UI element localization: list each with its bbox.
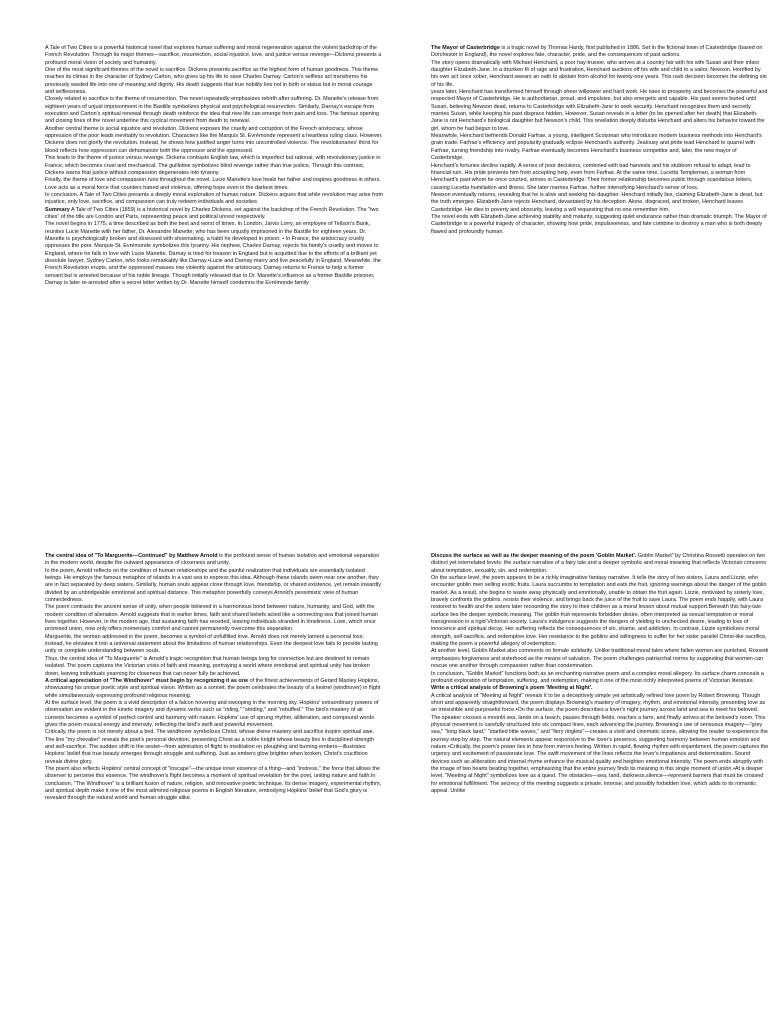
paragraph-text: Goblin Market" by Christina Rossetti operates on two distinct yet interrelated levels: the surface narrative of a fairy tale and a deeper symbolic and moral meaning that reflects Victorian concerns about temptation, sexuality, sin, and redemption.	[431, 553, 767, 574]
paragraph	[45, 678, 383, 700]
column-mayor-of-casterbridge	[431, 45, 768, 443]
paragraph: In conclusion, "Goblin Market" functions both as an enchanting narrative poem and a complex moral allegory. Its surface charm conceals a profound exploration of temptation, suffering, and redemption, making it one of the most richly interpreted poems of Victorian literature.	[431, 670, 764, 684]
paragraph: Critically, the poem is not merely about a bird. The windhover symbolizes Christ, whose divine mastery and sacrifice inspire spiritual awe. The line "my chevalier" reveals the poet's personal devotion, presenting Christ as a noble knight whose beauty lies in disciplined strength and self-sacrifice. The sudden shift in the sestet—from admiration of flight to meditation on ploughing and burning embers—illustrates Hopkins' belief that true beauty emerges through struggle and suffering. Just as embers glow brighter when broken, Christ's crucifixion reveals divine glory.	[45, 729, 375, 765]
summary-heading: Summary	[45, 206, 70, 213]
paragraph	[45, 207, 383, 222]
paragraph: The poem contrasts the ancient sense of unity, when people believed in a harmonious bond between nature, humanity, and God, with the modern condition of alienation. Arnold suggests that in earlier times, faith and shared beliefs acted like a connecting sea that joined human lives together. However, in the modern age, that sustaining faith has receded, leaving individuals stranded in loneliness. Love, which once promised union, now only offers momentary comfort and cannot permanently overcome this separation.	[45, 604, 378, 633]
paragraph-text: of the finest achievements of Gerard Manley Hopkins, showcasing his unique poetic style and spiritual vision. Written as a sonnet, the poem celebrates the beauty of a kestrel (windhover) in flight while simultaneously expressing profound religious meaning.	[45, 677, 381, 699]
section-heading: Discuss the surface as well as the deeper meaning of the poem 'Goblin Market'.	[431, 553, 637, 559]
paragraph: At the surface level, the poem is a vivid description of a falcon hovering and swooping in the morning sky. Hopkins' extraordinary powers of observation are evident in the kinetic imagery and dynamic verbs such as "riding," "striding," and "rebuffed." The bird's mastery of air currents becomes a symbol of perfect control and harmony with nature. Hopkins' use of sprung rhythm, alliteration, and compound words gives the poem musical energy and intensity, reflecting the bird's swift and powerful movement.	[45, 699, 379, 728]
paragraph: years later, Henchard has transformed himself through sheer willpower and hard work. He rises to prosperity and becomes the powerful and respected Mayor of Casterbridge. He is authoritarian, proud, and impulsive, but also energetic and capable. His past seems buried until Susan, believing Newson dead, returns to Casterbridge with Elizabeth-Jane to seek security. Henchard recognizes them and secretly marries Susan, while keeping his past disgrace hidden. However, Susan reveals in a letter (to be opened after her death) that Elizabeth-Jane is not Henchard's biological daughter but Newson's child. This revelation deeply disturbs Henchard and alters his behavior toward the girl, whom he had begun to love.	[431, 89, 768, 132]
paragraph: Meanwhile, Henchard befriends Donald Farfrae, a young, intelligent Scotsman who introduces modern business methods into Henchard's grain trade. Farfrae's efficiency and popularity gradually eclipse Henchard's authority. Jealousy and pride lead Henchard to quarrel with Farfrae, turning friendship into rivalry. Farfrae eventually becomes Henchard's business competitor and, later, the new mayor of Casterbridge.	[431, 133, 762, 162]
paragraph: The novel ends with Elizabeth-Jane achieving stability and maturity, suggesting quiet endurance rather than dramatic triumph. The Mayor of Casterbridge is a powerful tragedy of character, showing how pride, impulsiveness, and fate combine to destroy a man who is both deeply flawed and profoundly human.	[431, 213, 767, 235]
column-rossetti-browning	[431, 553, 768, 981]
column-arnold-hopkins	[45, 553, 383, 981]
paragraph: This leads to the theme of justice versus revenge. Dickens contrasts English law, which is imperfect but rational, with revolutionary justice in France, which becomes cruel and mechanical. The guillotine symbolizes blind revenge rather than true justice. Through this contrast, Dickens warns that justice without compassion degenerates into tyranny.	[45, 155, 381, 176]
paragraph: The poem also reflects Hopkins' central concept of "inscape"—the unique inner essence of a thing—and "instress," the force that allows the observer to perceive this essence. The windhover's flight becomes a moment of spiritual revelation for the poet, uniting nature and faith.In conclusion, "The Windhover" is a brilliant fusion of nature, religion, and innovative poetic technique. Its dense imagery, experimental rhythm, and spiritual depth make it one of the most admired religious poems in English literature, embodying Hopkins' belief that God's glory is revealed through the natural world and human struggle alike.	[45, 765, 382, 802]
section-heading: The central idea of "To Marguerite—Continued" by Matthew Arnold	[45, 553, 218, 559]
paragraph	[431, 685, 768, 692]
paragraph: A critical analysis of "Meeting at Night" reveals it to be a deceptively simple yet artistically refined love poem by Robert Browning. Though short and apparently straightforward, the poem displays Browning's mastery of imagery, rhythm, and emotional intensity, presenting love as an irresistible and purposeful force.•On the surface, the poem describes a lover's night journey across land and sea to meet his beloved. The speaker crosses a moonlit sea, lands on a beach, passes through fields, reaches a farm, and finally arrives at the beloved's room. This physical movement is carefully structured into six compact lines, each advancing the journey. Browning's use of sensuous imagery—"grey sea," "long black land," "startled little waves," and "fiery ringlets"—creates a vivid and cinematic scene, allowing the reader to experience the journey step by step. The natural elements appear responsive to the lover's presence, suggesting harmony between human emotion and nature.•Critically, the poem's power lies in how form mirrors feeling. Written in rapid, flowing rhythm with enjambment, the poem captures the urgency and excitement of passionate love. The swift movement of the lines reflects the lover's impatience and determination. Sound devices such as alliteration and internal rhyme enhance the musical quality and heighten emotional intensity. The poem ends abruptly with the image of two hearts beating together, emphasizing that the entire journey finds its meaning in this single moment of union.•At a deeper level, "Meeting at Night" symbolizes love as a quest. The obstacles—sea, land, darkness,silence—represent barriers that must be crossed for emotional fulfillment. The secrecy of the meeting suggests a private, intense, and possibly forbidden love, which adds to its romantic appeal. Unlike	[431, 692, 768, 794]
paragraph: Finally, the theme of love and compassion runs throughout the novel. Lucie Manette's love heals her father and inspires goodness in others. Love acts as a moral force that counters hatred and violence, offering hope even in the darkest times.	[45, 177, 381, 191]
paragraph: Another central theme is social injustice and revolution. Dickens exposes the cruelty and corruption of the French aristocracy, whose oppression of the poor leads inevitably to revolution. Characters like the Marquis St. Evrémonde represent a heartless ruling class. However, Dickens does not glorify the revolution. Instead, he shows how justified anger turns into uncontrolled violence. The revolutionaries' thirst for blood reflects how oppression can dehumanize both the oppressor and the oppressed.	[45, 125, 383, 154]
paragraph: Marguerite, the woman addressed in the poem, becomes a symbol of unfulfilled love. Arnold does not merely lament a personal loss; instead, he elevates it into a universal statement about the limitations of human relationships. Even the deepest love fails to provide lasting unity or complete understanding between souls.	[45, 633, 378, 655]
paragraph-text: is a tragic novel by Thomas Hardy, first published in 1886. Set in the fictional town of Casterbridge (based on Dorchester in England), the novel explores fate, character, pride, and the consequences of past actions.	[431, 45, 763, 59]
paragraph	[45, 553, 383, 568]
section-heading: A critical appreciation of "The Windhover" must begin by recognizing it as one	[45, 677, 249, 684]
paragraph: Henchard's fortunes decline rapidly. A series of poor decisions, combined with bad harvests and his stubborn refusal to adapt, lead to financial ruin. His pride prevents him from accepting help, even from Farfrae. At the same time, Lucetta Templeman, a woman from Henchard's past whom he once courted, arrives in Casterbridge. Their former relationship becomes public through scandalous letters, causing Lucetta humiliation and illness. She later marries Farfrae, further intensifying Henchard's sense of loss.	[431, 162, 753, 191]
paragraph-text: is the profound sense of human isolation and emotional separation in the modern world, despite the outward appearance of closeness and unity.	[45, 553, 380, 567]
paragraph: Closely related to sacrifice is the theme of resurrection. The novel repeatedly emphasizes rebirth after suffering. Dr. Manette's release from eighteen years of unjust imprisonment in the Bastille symbolizes physical and psychological resurrection. Similarly, Darnay's escape from execution and Carton's spiritual renewal through death reinforce the idea that new life can emerge from pain and loss. The famous opening and closing lines of the novel underline this cyclical movement from death to renewal.	[45, 96, 380, 125]
section-heading: Write a critical analysis of Browning's poem 'Meeting at Night'.	[431, 685, 593, 692]
section-heading: The Mayor of Casterbridge	[431, 45, 500, 51]
paragraph	[431, 553, 768, 575]
paragraph: A Tale of Two Cities is a powerful historical novel that explores human suffering and moral regeneration against the violent backdrop of the French Revolution. Through its major themes—sacrifice, resurrection, social injustice, love, and justice versus revenge—Dickens presents a profound moral vision of society and humanity.	[45, 45, 382, 66]
paragraph: The novel begins in 1775, a time described as both the best and worst of times. In London, Jarvis Lorry, an employee of Tellson's Bank, reunites Lucie Manette with her father, Dr. Alexandre Manette, who has been unjustly imprisoned in the Bastille for eighteen years. Dr. Manette is psychologically broken and obsessed with shoemaking, a habit he developed in prison. • In France, the aristocracy cruelly oppresses the poor. Marquis St. Evrémonde symbolizes this tyranny. His nephew, Charles Darnay, rejects his family's cruelty and moves to England, where he falls in love with Lucie Manette. Darnay is tried for treason in England but is acquitted due to the efforts of a brilliant yet dissolute lawyer, Sydney Carton, who looks remarkably like Darnay.•Lucie and Darnay marry and live peacefully in England. Meanwhile, the French Revolution erupts, and the oppressed masses rise violently against the aristocracy. Darnay returns to France to help a former servant but is arrested because of his noble lineage. Though initially released due to Dr. Manette's influence as a former Bastille prisoner, Darnay is later re-arrested after a secret letter written by Dr. Manette himself condemns the Evrémonde family	[45, 221, 381, 286]
paragraph-text: A Tale of Two Cities (1859) is a historical novel by Charles Dickens, set against the backdrop of the French Revolution. The "two cities" of the title are London and Paris, representing peace and political unrest respectively.	[45, 206, 379, 220]
paragraph: On the surface level, the poem appears to be a richly imaginative fantasy narrative. It tells the story of two sisters, Laura and Lizzie, who encounter goblin men selling exotic fruits. Laura succumbs to temptation and eats the fruit, ignoring warnings about the danger of the goblin market. As a result, she begins to waste away physically and emotionally, unable to obtain the fruit again. Lizzie, motivated by sisterly love, bravely confronts the goblins, resists their violence, and brings back the juice of the fruit to save Laura. The poem ends happily, with Laura restored to health and the sisters later recounting the story to their children as a moral lesson about mutual support.Beneath this fairy-tale surface lies the deeper symbolic meaning. The goblin fruit represents forbidden desire, often interpreted as sexual temptation or moral transgression in a rigid Victorian society. Laura's indulgence suggests the dangers of yielding to unchecked desire, leading to loss of innocence and spiritual decay. Her suffering reflects the consequences of sin, shame, and addiction. In contrast, Lizzie symbolizes moral strength, self-sacrifice, and redemptive love. Her resistance to the goblins and willingness to suffer for her sister parallel Christ-like sacrifice, making the poem a powerful allegory of redemption.	[431, 575, 767, 648]
column-tale-of-two-cities	[45, 45, 383, 443]
paragraph: The story opens dramatically with Michael Henchard, a poor hay-trusser, who arrives at a country fair with his wife Susan and their infant daughter Elizabeth-Jane. In a drunken fit of rage and frustration, Henchard auctions off his wife and child to a sailor, Newson. Horrified by his own act once sober, Henchard swears an oath to abstain from alcohol for twenty-one years. This rash decision becomes the defining sin of his life.	[431, 59, 767, 88]
paragraph: At another level, Goblin Market also comments on female solidarity. Unlike traditional moral tales where fallen women are punished, Rossetti emphasizes forgiveness and sisterhood as the means of salvation. The poem challenges patriarchal norms by suggesting that women can rescue one another through compassion rather than condemnation.	[431, 648, 768, 670]
paragraph: Newson eventually returns, revealing that he is alive and seeking his daughter. Henchard initially lies, claiming Elizabeth-Jane is dead, but the truth emerges. Elizabeth-Jane rejects Henchard, devastated by his deception. Alone, disgraced, and broken, Henchard leaves Casterbridge. He dies in poverty and obscurity, leaving a will requesting that no one remember him.	[431, 191, 763, 213]
paragraph: One of the most significant themes of the novel is sacrifice. Dickens presents sacrifice as the highest form of human goodness. This theme reaches its climax in the character of Sydney Carton, who gives up his life to save Charles Darnay. Carton's selfless act transforms his previously wasted life into one of meaning and dignity. His death suggests that true nobility lies not in birth or status but in moral courage and selflessness.	[45, 67, 379, 96]
paragraph: Thus, the central idea of "To Marguerite" is Arnold's tragic recognition that human beings long for connection but are destined to remain isolated. The poem captures the Victorian crisis of faith and meaning, portraying a world where emotional and spiritual unity has broken down, leaving individuals yearning for closeness that can never fully be achieved.	[45, 655, 370, 677]
paragraph: In the poem, Arnold reflects on the condition of human relationships and the painful realization that individuals are essentially isolated beings. He employs the famous metaphor of islands in a vast sea to express this idea. Although these islands seem near one another, they are in fact separated by deep waters. Similarly, human souls appear close through love, friendship, or shared existence, yet remain inwardly divided by an unbridgeable emotional and spiritual distance. This metaphor powerfully conveys Arnold's pessimistic view of human connectedness.	[45, 567, 381, 604]
paragraph: In conclusion, A Tale of Two Cities presents a deeply moral exploration of human nature. Dickens argues that while revolution may arise from injustice, only love, sacrifice, and compassion can truly redeem individuals and societies.	[45, 191, 383, 206]
paragraph	[431, 45, 768, 60]
